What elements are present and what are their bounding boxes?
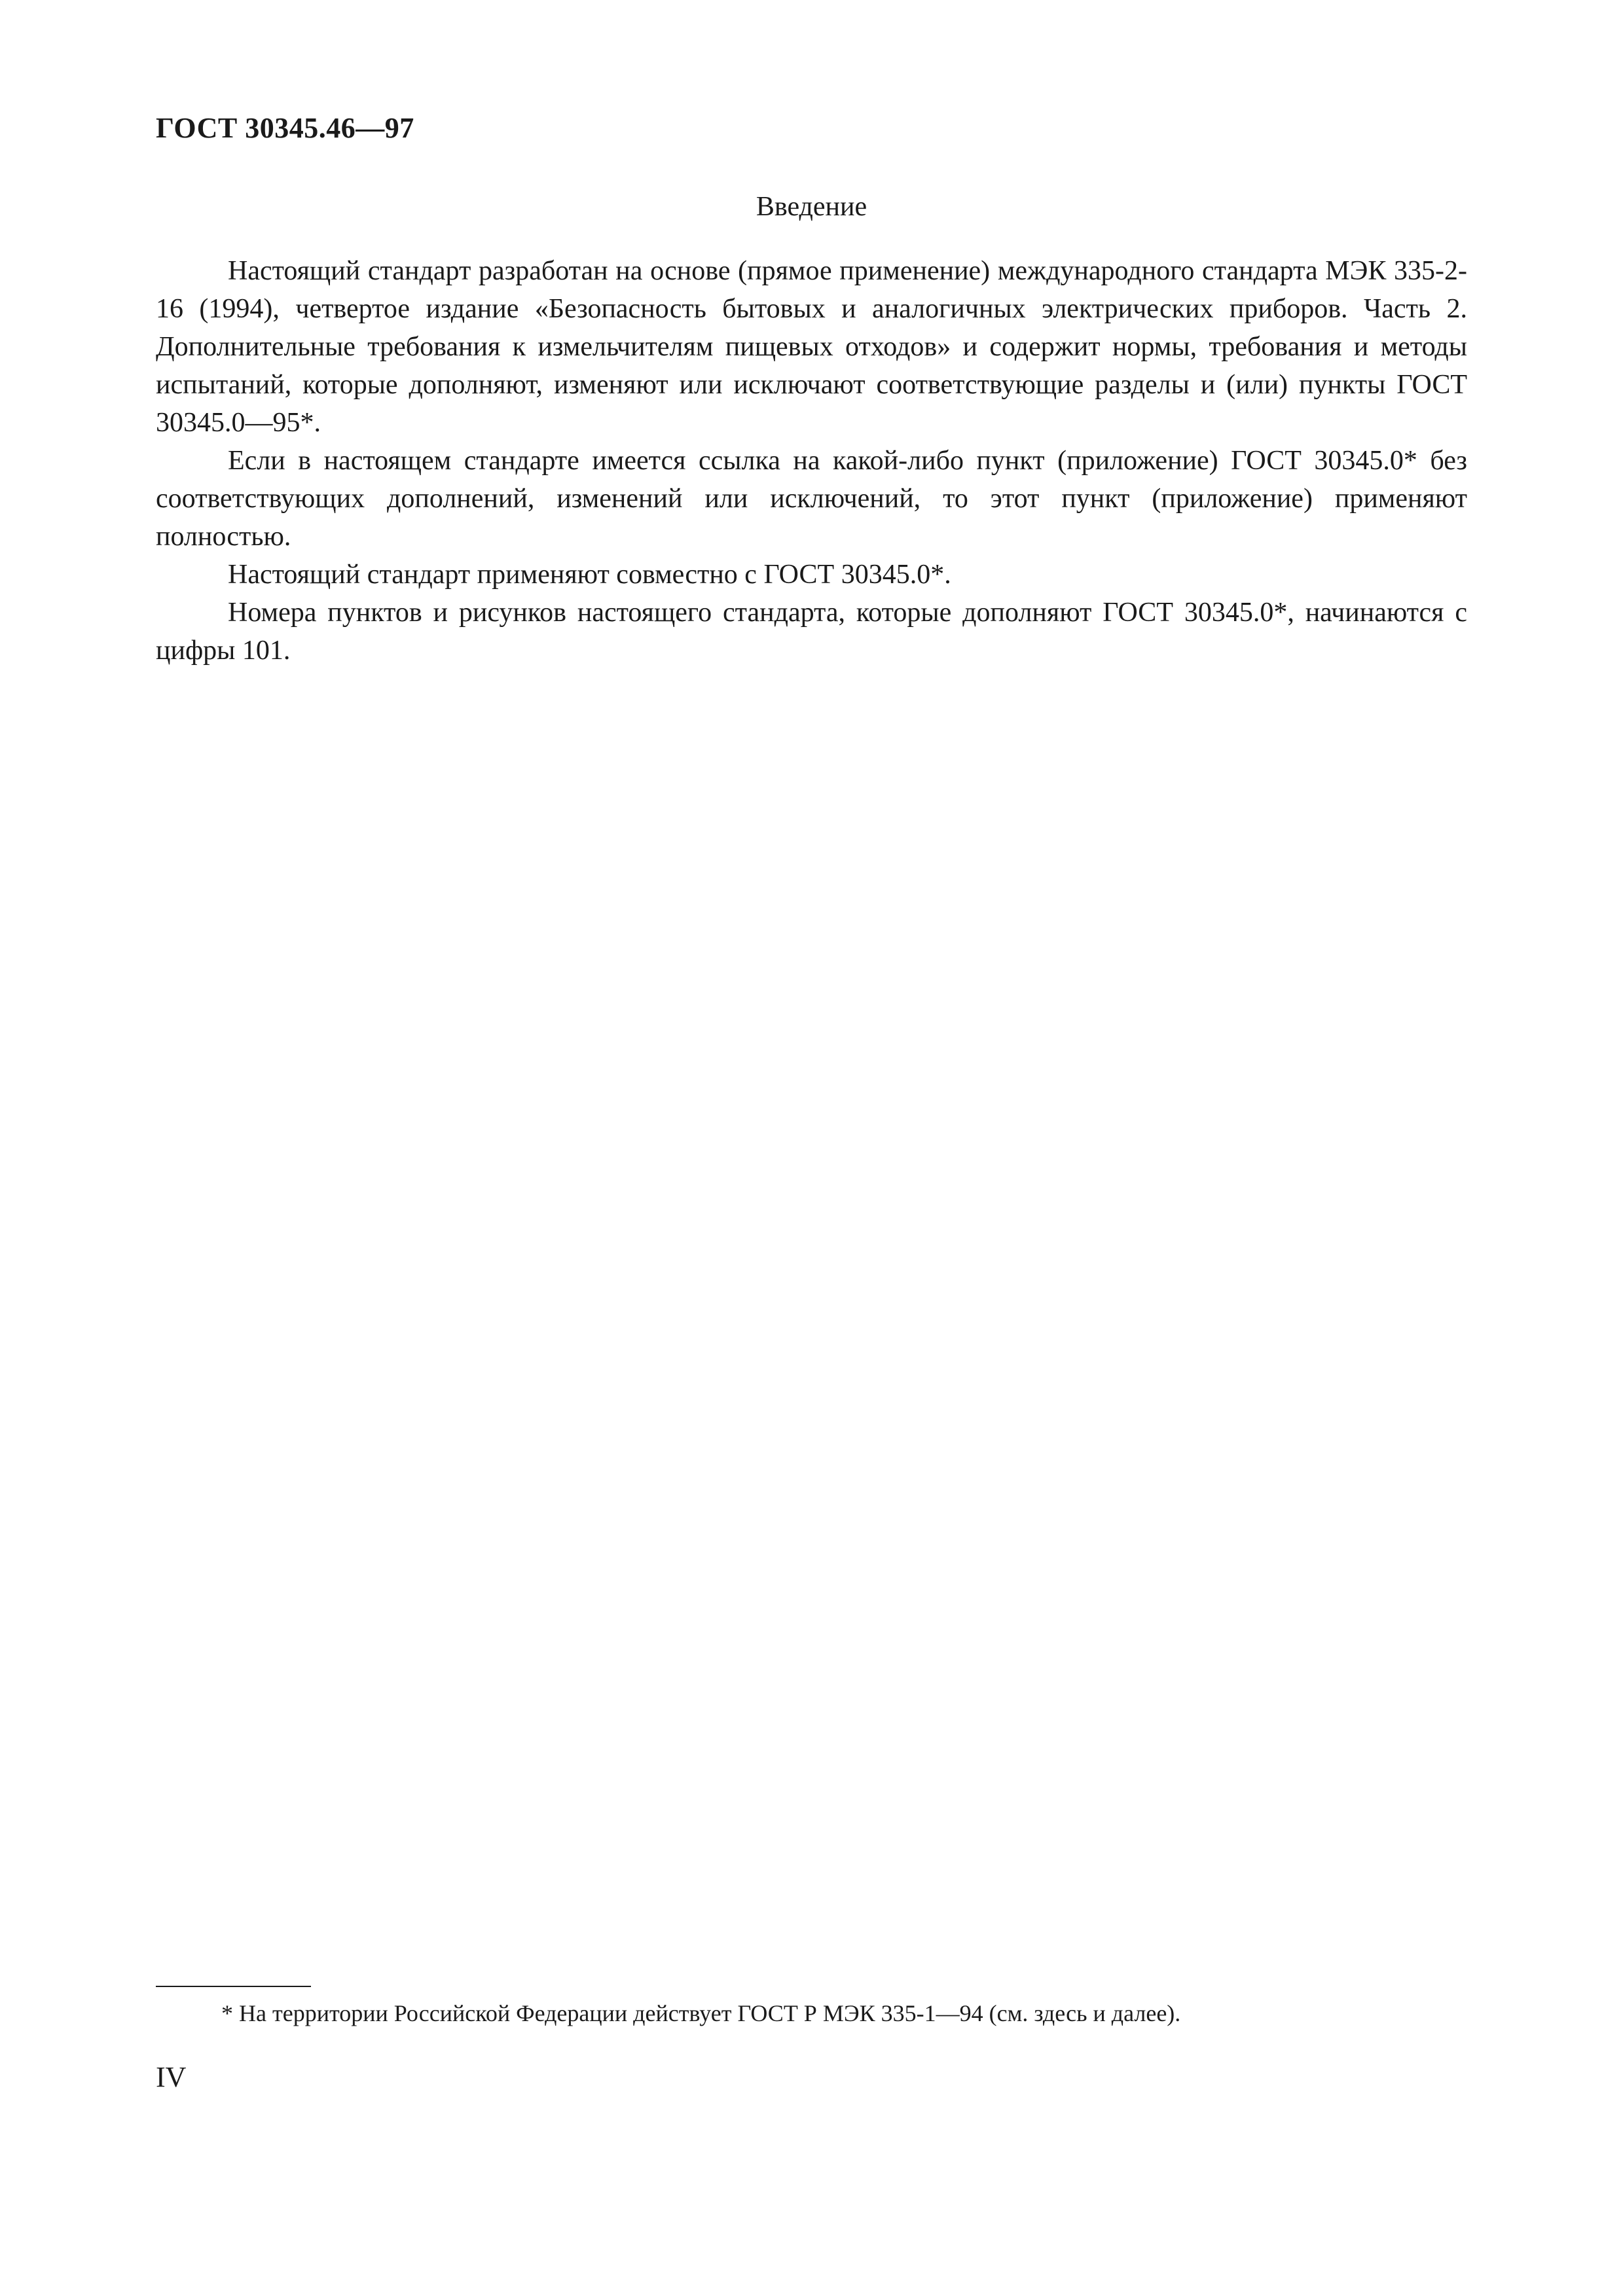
paragraph: Номера пунктов и рисунков настоящего стандарта, которые дополняют ГОСТ 30345.0*, начинаются с цифры 101. [156, 598, 1467, 666]
paragraph: Если в настоящем стандарте имеется ссылка на какой-либо пункт (приложение) ГОСТ 30345.0* без соответствующих дополнений, изменений или исключений, то этот пункт (приложение) применяют полностью. [156, 446, 1467, 552]
section-title: Введение [756, 192, 867, 222]
paragraph: Настоящий стандарт разработан на основе (прямое применение) международного стандарта МЭК 335-2-16 (1994), четвертое издание «Безопасность бытовых и аналогичных электрических приборов. Часть 2. Дополнительные требования к измельчителям пищевых отходов» и содержит нормы, требования и методы испытаний, которые дополняют, изменяют или исключают соответствующие разделы и (или) пункты ГОСТ 30345.0—95*. [156, 256, 1467, 438]
document-body [156, 252, 1467, 670]
page-number: IV [156, 2061, 187, 2093]
footnote: * На территории Российской Федерации действует ГОСТ Р МЭК 335-1—94 (см. здесь и далее). [221, 2000, 1181, 2026]
document-code-header: ГОСТ 30345.46—97 [156, 112, 414, 144]
footnote-divider [156, 1986, 311, 1987]
paragraph: Настоящий стандарт применяют совместно с ГОСТ 30345.0*. [228, 560, 951, 590]
